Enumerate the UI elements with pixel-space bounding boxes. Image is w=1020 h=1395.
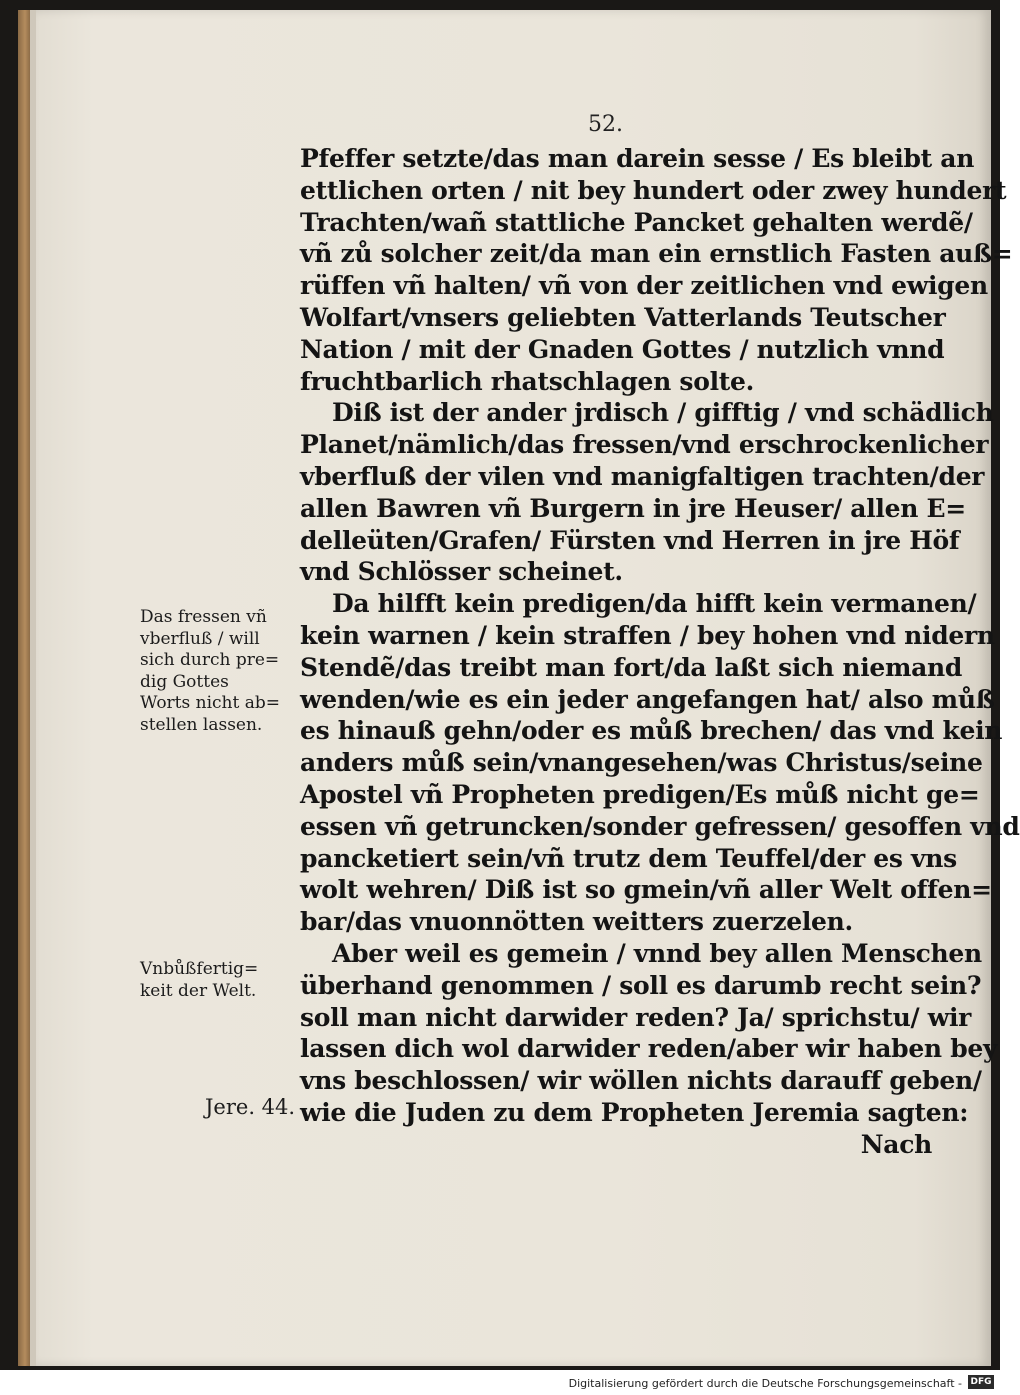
text-line: vns beschlossen/ wir wöllen nichts darauff geben/ [300,1066,982,1096]
text-line: es hinauß gehn/oder es můß brechen/ das vnd kein [300,716,1003,746]
text-line: vnd Schlösser scheinet. [300,557,623,587]
catchword: Nach [860,1129,932,1159]
text-line: allen Bawren vñ Burgern in jre Heuser/ allen E= [300,493,966,523]
margin-note-scripture-reference: Jere. 44. [205,1095,296,1119]
margin-note-line: Vnbůßfertig= [140,959,259,979]
margin-note-line: Worts nicht ab= [140,693,280,713]
text-line: wolt wehren/ Diß ist so gmein/vñ aller Welt offen= [300,875,992,905]
text-line: Stendẽ/das treibt man fort/da laßt sich niemand [300,652,963,682]
text-line: Aber weil es gemein / vnnd bey allen Menschen [332,938,982,968]
text-line: wenden/wie es ein jeder angefangen hat/ also můß [300,684,995,714]
margin-note-line: dig Gottes [140,671,229,692]
text-line: Pfeffer setzte/das man darein sesse / Es bleibt an [300,144,975,173]
margin-note-line: keit der Welt. [140,980,257,1001]
footer-credit: Digitalisierung gefördert durch die Deutsche Forschungsgemeinschaft - [568,1377,962,1390]
margin-note-line: sich durch pre= [140,650,280,670]
text-line: lassen dich wol darwider reden/aber wir haben bey [300,1034,998,1064]
text-line: wie die Juden zu dem Propheten Jeremia sagten: [300,1097,969,1127]
text-line: überhand genommen / soll es darumb recht sein? [300,970,982,1000]
text-line: anders můß sein/vnangesehen/was Christus/seine [300,748,983,778]
text-line: Nation / mit der Gnaden Gottes / nutzlich vnnd [300,334,945,364]
margin-note-line: Das fressen vñ [140,607,267,627]
text-line: vberfluß der vilen vnd manigfaltigen trachten/der [300,461,985,491]
body-text [300,143,1020,1161]
text-line: Apostel vñ Propheten predigen/Es můß nicht ge= [300,779,980,809]
text-line: bar/das vnuonnötten weitters zuerzelen. [300,907,853,937]
text-line: pancketiert sein/vñ trutz dem Teuffel/der es vns [300,843,957,873]
footer-bar [0,1370,1000,1395]
margin-note-line: stellen lassen. [140,714,263,735]
text-line: kein warnen / kein straffen / bey hohen vnd nidern [300,620,995,650]
margin-note-gluttony [140,607,290,736]
margin-note-impenitence [140,959,290,1002]
text-line: Trachten/wañ stattliche Pancket gehalten werdẽ/ [300,207,973,237]
page-number: 52. [588,112,623,137]
text-line: rüffen vñ halten/ vñ von der zeitlichen vnd ewigen [300,271,988,301]
text-line: vñ zů solcher zeit/da man ein ernstlich Fasten auß= [300,239,1013,269]
margin-note-line: vberfluß / will [140,628,260,649]
text-line: fruchtbarlich rhatschlagen solte. [300,366,755,396]
text-line: soll man nicht darwider reden? Ja/ sprichstu/ wir [300,1002,972,1032]
text-line: ettlichen orten / nit bey hundert oder zwey hundert [300,175,1007,205]
dfg-logo: DFG [968,1375,994,1389]
text-line: delleüten/Grafen/ Fürsten vnd Herren in jre Höf [300,525,960,555]
text-line: essen vñ getruncken/sonder gefressen/ gesoffen vnd [300,811,1020,841]
text-line: Planet/nämlich/das fressen/vnd erschrockenlicher [300,430,989,460]
text-line: Da hilfft kein predigen/da hifft kein vermanen/ [332,589,977,619]
text-line: Wolfart/vnsers geliebten Vatterlands Teutscher [300,302,946,332]
text-line: Diß ist der ander jrdisch / gifftig / vnd schädlich [332,398,994,428]
